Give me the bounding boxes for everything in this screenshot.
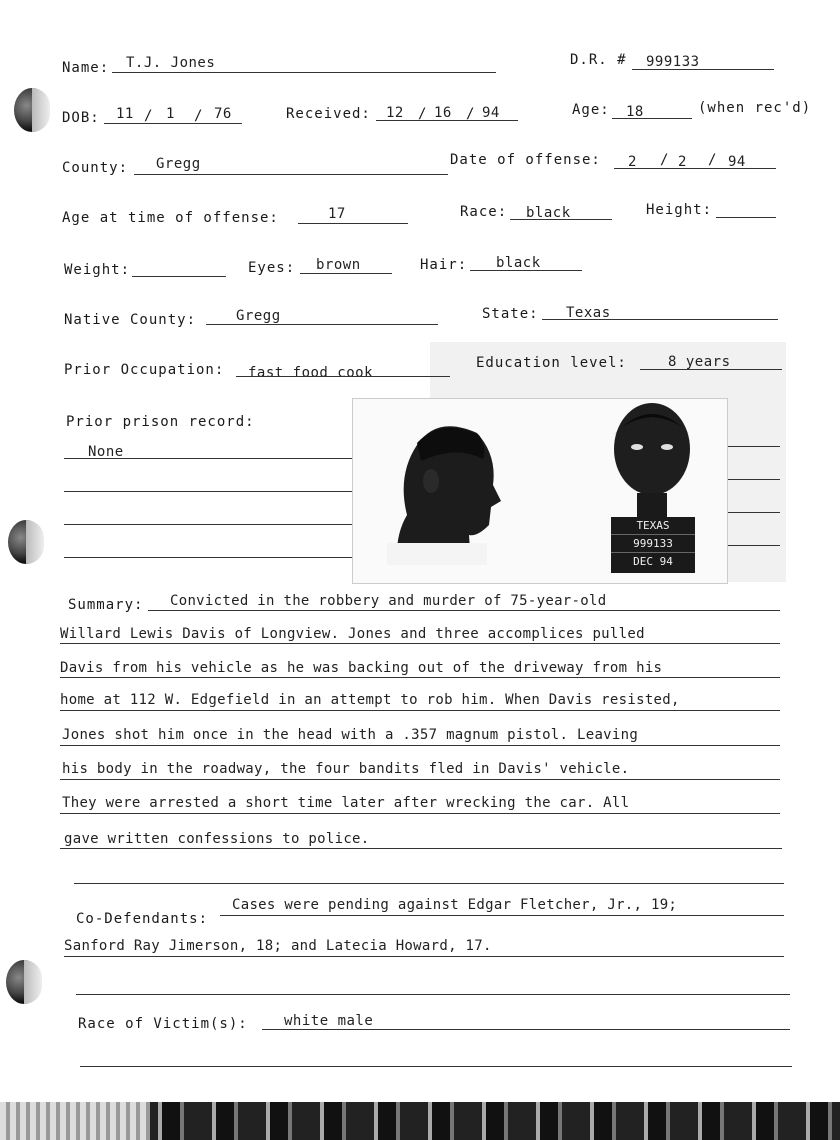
received-month: 12 xyxy=(386,105,404,121)
dob-slash-1: / xyxy=(144,108,154,124)
prior-record-line-2 xyxy=(64,491,352,492)
county-underline xyxy=(134,174,448,175)
offense-slash-2: / xyxy=(708,152,718,168)
state-underline xyxy=(542,319,778,320)
prior-record-line-right-1 xyxy=(726,446,780,447)
county-label: County: xyxy=(62,160,129,176)
height-label: Height: xyxy=(646,202,713,218)
education-underline xyxy=(640,369,782,370)
received-slash-1: / xyxy=(418,106,428,122)
profile-portrait xyxy=(377,415,517,565)
summary-line-4: home at 112 W. Edgefield in an attempt to rob him. When Davis resisted, xyxy=(60,692,680,708)
summary-underline-2 xyxy=(60,643,780,644)
name-value: T.J. Jones xyxy=(126,55,216,71)
codefendants-line-2: Sanford Ray Jimerson, 18; and Latecia Howard, 17. xyxy=(64,938,492,954)
race-underline xyxy=(510,219,612,220)
prior-record-label: Prior prison record: xyxy=(66,414,255,430)
eyes-value: brown xyxy=(316,257,361,273)
binder-hole-top xyxy=(14,88,50,132)
summary-underline-5 xyxy=(60,745,780,746)
hair-underline xyxy=(470,270,582,271)
race-label: Race: xyxy=(460,204,508,220)
occupation-value: fast food cook xyxy=(248,365,374,381)
received-slash-2: / xyxy=(466,106,476,122)
prior-record-line-right-3 xyxy=(726,512,780,513)
summary-line-8: gave written confessions to police. xyxy=(64,831,370,847)
name-underline xyxy=(112,72,496,73)
received-day: 16 xyxy=(434,105,452,121)
binder-hole-bottom xyxy=(6,960,42,1004)
victim-race-value: white male xyxy=(284,1013,374,1029)
dob-year: 76 xyxy=(214,106,232,122)
summary-line-1: Convicted in the robbery and murder of 75-year-old xyxy=(170,593,607,609)
native-county-label: Native County: xyxy=(64,312,197,328)
dob-slash-2: / xyxy=(194,108,204,124)
summary-line-5: Jones shot him once in the head with a .357 magnum pistol. Leaving xyxy=(62,727,639,743)
eyes-label: Eyes: xyxy=(248,260,296,276)
received-label: Received: xyxy=(286,106,371,122)
dr-value: 999133 xyxy=(646,54,700,70)
county-value: Gregg xyxy=(156,156,201,172)
prior-record-line-3 xyxy=(64,524,352,525)
offense-day: 2 xyxy=(678,154,687,170)
victim-race-label: Race of Victim(s): xyxy=(78,1016,248,1032)
age-value: 18 xyxy=(626,104,644,120)
binder-hole-middle xyxy=(8,520,44,564)
hair-value: black xyxy=(496,255,541,271)
scan-edge-strip xyxy=(0,1102,840,1140)
summary-label: Summary: xyxy=(68,597,144,613)
received-year: 94 xyxy=(482,105,500,121)
weight-label: Weight: xyxy=(64,262,131,278)
front-portrait xyxy=(597,399,707,519)
age-offense-underline xyxy=(298,223,408,224)
education-value: 8 years xyxy=(668,354,731,370)
dr-underline xyxy=(632,69,774,70)
prior-record-value: None xyxy=(88,444,124,460)
native-county-value: Gregg xyxy=(236,308,281,324)
codefendants-underline-2 xyxy=(64,956,784,957)
prior-record-line-right-2 xyxy=(726,479,780,480)
dob-day: 1 xyxy=(166,106,175,122)
summary-underline-3 xyxy=(60,677,780,678)
offense-year: 94 xyxy=(728,154,746,170)
codefendants-underline-3 xyxy=(76,994,790,995)
codefendants-label: Co-Defendants: xyxy=(76,911,209,927)
age-offense-value: 17 xyxy=(328,206,346,222)
offense-date-label: Date of offense: xyxy=(450,152,601,168)
summary-line-7: They were arrested a short time later after wrecking the car. All xyxy=(62,795,630,811)
name-label: Name: xyxy=(62,60,110,76)
dob-label: DOB: xyxy=(62,110,100,126)
mugshot-photo xyxy=(352,398,728,584)
hair-label: Hair: xyxy=(420,257,468,273)
summary-underline-9 xyxy=(74,883,784,884)
placard-number: 999133 xyxy=(611,535,695,553)
occupation-label: Prior Occupation: xyxy=(64,362,225,378)
placard-date: DEC 94 xyxy=(633,555,673,568)
dob-month: 11 xyxy=(116,106,134,122)
offense-date-underline xyxy=(614,168,776,169)
age-label: Age: xyxy=(572,102,610,118)
summary-line-2: Willard Lewis Davis of Longview. Jones and three accomplices pulled xyxy=(60,626,645,642)
summary-underline-6 xyxy=(60,779,780,780)
summary-underline-8 xyxy=(60,848,782,849)
state-value: Texas xyxy=(566,305,611,321)
codefendants-line-1: Cases were pending against Edgar Fletcher, Jr., 19; xyxy=(232,897,678,913)
placard-state: TEXAS xyxy=(611,517,695,535)
summary-underline-7 xyxy=(60,813,780,814)
offense-slash-1: / xyxy=(660,152,670,168)
eyes-underline xyxy=(300,273,392,274)
victim-race-underline xyxy=(262,1029,790,1030)
dr-label: D.R. # xyxy=(570,52,627,68)
offense-month: 2 xyxy=(628,154,637,170)
received-underline xyxy=(376,120,518,121)
summary-line-6: his body in the roadway, the four bandits fled in Davis' vehicle. xyxy=(62,761,630,777)
age-offense-label: Age at time of offense: xyxy=(62,210,279,226)
education-label: Education level: xyxy=(476,355,627,371)
weight-underline xyxy=(132,276,226,277)
age-note: (when rec'd) xyxy=(698,100,812,116)
age-underline xyxy=(612,118,692,119)
dob-underline xyxy=(104,123,242,124)
summary-underline-4 xyxy=(60,710,780,711)
summary-line-3: Davis from his vehicle as he was backing out of the driveway from his xyxy=(60,660,663,676)
state-label: State: xyxy=(482,306,539,322)
victim-underline-2 xyxy=(80,1066,792,1067)
native-county-underline xyxy=(206,324,438,325)
booking-placard xyxy=(611,517,695,573)
codefendants-underline-1 xyxy=(220,915,784,916)
height-underline xyxy=(716,217,776,218)
summary-underline-1 xyxy=(148,610,780,611)
prior-record-line-1 xyxy=(64,458,352,459)
occupation-underline xyxy=(236,376,450,377)
prior-record-line-4 xyxy=(64,557,352,558)
prior-record-line-right-4 xyxy=(726,545,780,546)
race-value: black xyxy=(526,205,571,221)
